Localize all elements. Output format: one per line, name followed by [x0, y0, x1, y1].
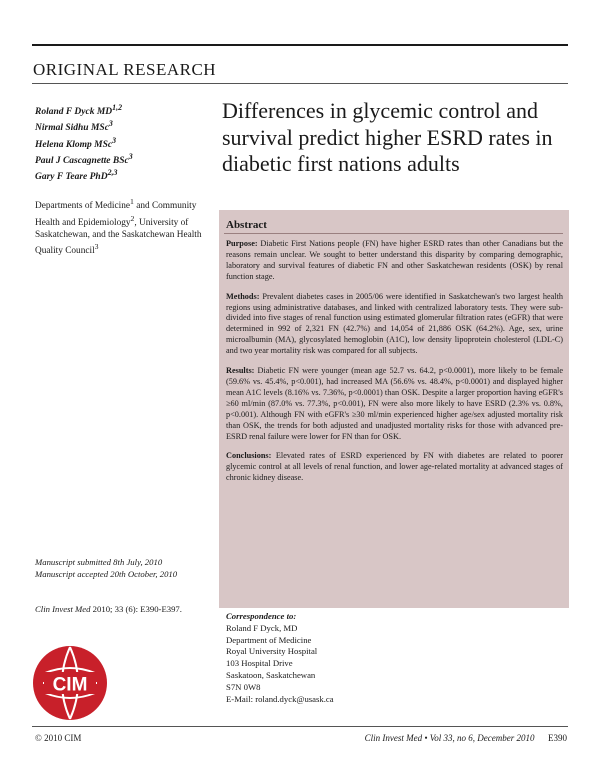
citation: Clin Invest Med 2010; 33 (6): E390-E397.: [35, 604, 182, 614]
abstract-body: [226, 239, 563, 493]
correspondence: [226, 611, 476, 705]
footer-rule: [32, 726, 568, 727]
correspondence-line: S7N 0W8: [226, 681, 261, 692]
submitted-date: Manuscript submitted 8th July, 2010: [35, 557, 163, 567]
article-title: Differences in glycemic control and survival predict higher ESRD rates in diabetic first nations adults: [222, 98, 553, 176]
abstract-results: Results: Diabetic FN were younger (mean age 52.7 vs. 64.2, p<0.0001), more likely to be female (59.6% vs. 45.4%, p<0.001), had increased MA (56.6% vs. 48.4%, p<0.0001) and displayed higher mean A1C levels (8.16% vs. 7.36%, p<0.0001) than OSK. Despite a larger proportion having eGFR's ≥60 ml/min (87.0% vs. 77.3%, p<0.001), FN were also more likely to have ESRD (2.3% vs. 0.8%, p<0.001). Although FN with eGFR's ≥30 ml/min experienced higher age/sex adjusted mortality risk than OSK, the trends for both adjusted and unadjusted mortality risks for those with advanced pre-ESRD renal failure were lower for FN than for OSK.: [226, 366, 563, 441]
author-list: [35, 102, 205, 184]
abstract-methods: Methods: Prevalent diabetes cases in 2005/06 were identified in Saskatchewan's two largest health regions using administrative databases, and linked with centralized laboratory tests. They were sub-divided into five stages of renal function using estimated glomerular filtration rates (eGFR) that were determined in 992 of 2,321 FN (42.7%) and 14,054 of 21,886 OSK (64.2%). Age, sex, urine microalbumin (MA), glycosylated hemoglobin (A1C), low density lipoprotein cholesterol (LDL-C) and two year mortality risk was compared for all subjects.: [226, 291, 563, 356]
section-rule: [32, 83, 568, 84]
svg-text:CIM: CIM: [52, 674, 88, 696]
top-rule: [32, 44, 568, 46]
copyright: © 2010 CIM: [35, 733, 82, 743]
correspondence-email[interactable]: E-Mail: roland.dyck@usask.ca: [226, 693, 334, 704]
author: Paul J Cascagnette BSc$^3$: [35, 152, 133, 167]
abstract-conclusions: Conclusions: Elevated rates of ESRD experienced by FN with diabetes are related to poorer glycemic control at all levels of renal function, and lower age-related mortality at advanced stages of chronic kidney disease.: [226, 451, 563, 483]
footer-journal: Clin Invest Med • Vol 33, no 6, December 2010 E390: [364, 733, 567, 743]
author: Nirmal Sidhu MSc$^3$: [35, 119, 113, 134]
correspondence-heading: Correspondence to:: [226, 611, 297, 621]
abstract-purpose: Purpose: Diabetic First Nations people (FN) have higher ESRD rates than other Canadians but the reasons remain unclear. We sought to better understand this disparity by comparing demographic, laboratory and survival features of diabetic FN and other Saskatchewan residents (OSK) by renal function stage.: [226, 239, 563, 281]
accepted-date: Manuscript accepted 20th October, 2010: [35, 568, 178, 579]
cim-logo: [32, 645, 108, 721]
author: Roland F Dyck MD$^{1,2}$: [35, 103, 123, 118]
author: Gary F Teare PhD$^{2,3}$: [35, 168, 118, 183]
correspondence-line: Royal University Hospital: [226, 646, 318, 657]
section-label: ORIGINAL RESEARCH: [33, 60, 217, 79]
abstract-rule: [224, 233, 563, 234]
abstract-heading: Abstract: [226, 219, 267, 231]
affiliations: Departments of Medicine$^1$ and Community Health and Epidemiology$^2$, University of Saskatchewan, and the Saskatchewan Health Quality Council$^3$: [35, 197, 202, 257]
page-number: E390: [548, 733, 567, 743]
author: Helena Klomp MSc$^3$: [35, 135, 117, 150]
correspondence-line: Roland F Dyck, MD: [226, 622, 298, 633]
correspondence-line: Department of Medicine: [226, 634, 312, 645]
manuscript-dates: [35, 557, 215, 580]
correspondence-line: Saskatoon, Saskatchewan: [226, 669, 316, 680]
correspondence-line: 103 Hospital Drive: [226, 658, 293, 669]
